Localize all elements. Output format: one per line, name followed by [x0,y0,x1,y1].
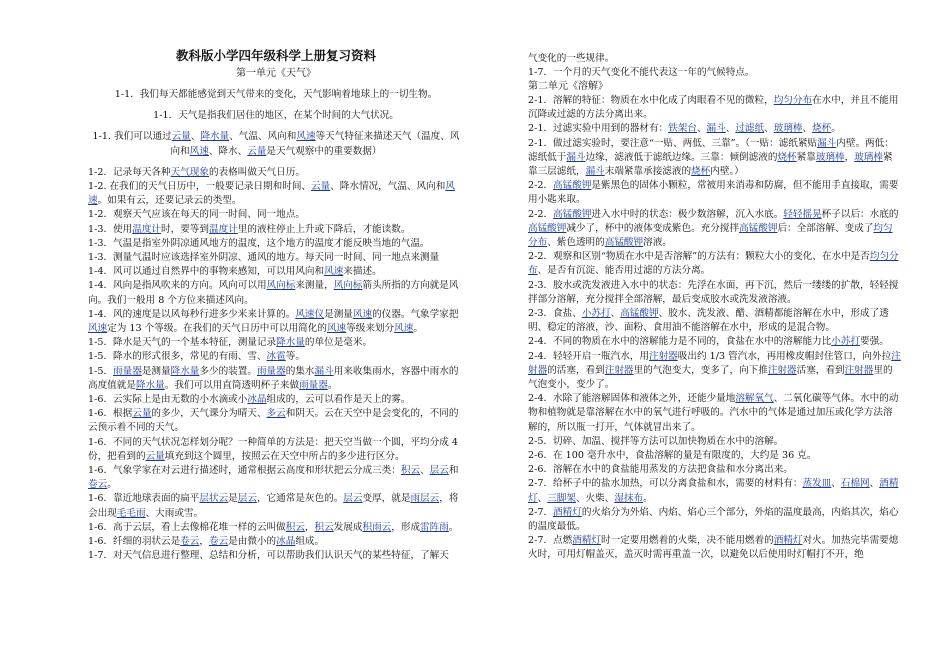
keyword-term[interactable]: 风速 [352,308,373,320]
keyword-term[interactable]: 蒸发皿 [802,478,832,490]
right-item: 2-1．过滤实验中用到的器材有：铁架台、漏斗、过滤纸、玻璃棒、烧杯。 [528,123,841,135]
keyword-term[interactable]: 层云 [343,493,363,505]
right-item: 2-6．溶解在水中的食盐能用蒸发的方法把食盐和水分离出来。 [528,464,793,476]
keyword-term[interactable]: 层云 [237,493,257,505]
left-column [88,48,464,564]
keyword-term[interactable]: 卷云 [180,536,200,548]
keyword-term[interactable]: 雷阵雨 [420,521,449,533]
keyword-term[interactable]: 小苏打 [581,307,611,319]
right-column [528,52,902,563]
keyword-term[interactable]: 过滤纸 [735,123,765,135]
right-item: 2-2．观察和区别“物质在水中是否溶解”的方法有：颗粒大小的变化、在水中是否均匀分布、是否有沉淀、能否用过滤的方法分离。 [528,251,899,277]
right-item: 2-5．切碎、加温、搅拌等方法可以加快物质在水中的溶解。 [528,435,784,447]
right-item: 气变化的一些规律。 [528,53,615,64]
keyword-term[interactable]: 均匀分布 [528,222,893,248]
right-item: 1-7．一个月的天气变化不能代表这一年的气候特点。 [528,67,755,79]
left-item: 1-4．风可以通过自然界中的事物来感知，可以用风向和风速来描述。 [88,266,382,278]
left-item: 1-1．我们每天都能感觉到天气带来的变化，天气影响着地球上的一切生物。 [114,89,438,100]
left-item: 1-2．记录每天各种天气现象的表格叫做天气日历。 [88,166,305,178]
keyword-term[interactable]: 风向标 [266,280,296,292]
left-item: 1-1. 我们可以通过云量、降水量、气温、风向和风速等天气特征来描述天气（温度、风向和风速、降水、云量是天气观察中的重要数据） [92,131,460,157]
left-item: 1-6．靠近地球表面的扁平层状云是层云，它通常是灰色的。层云变厚，就是雨层云，将会出现毛毛雨、大雨或雪。 [88,493,459,519]
keyword-term[interactable]: 风速 [394,323,414,335]
keyword-term[interactable]: 降水量 [200,131,230,143]
keyword-term[interactable]: 石棉网 [840,478,870,490]
keyword-term[interactable]: 风向标 [333,280,363,292]
keyword-term[interactable]: 积云 [400,465,421,477]
keyword-term[interactable]: 层云 [429,465,449,477]
keyword-term[interactable]: 烧杯 [691,165,711,177]
keyword-term[interactable]: 烧杯 [812,123,832,135]
keyword-term[interactable]: 积雨云 [362,521,392,533]
keyword-term[interactable]: 风速仪 [295,308,325,320]
right-item: 2-3．胶水或洗发液进入水中的状态：先浮在水面，再下沉，然后一缕缕的扩散，轻轻搅拌部分溶解，充分搅拌全部溶解，最后变成胶水或洗发液溶液。 [528,279,899,305]
left-item: 1-6．云实际上是由无数的小水滴或小冰晶组成的，云可以看作是天上的雾。 [88,394,411,406]
keyword-term[interactable]: 玻璃棒 [815,151,845,163]
keyword-term[interactable]: 漏斗 [817,137,837,149]
right-item: 2-2．高锰酸钾进入水中时的状态：极少数溶解，沉入水底。轻轻摇晃杯子以后：水底的高锰酸钾减少了，杯中的液体变成紫色。充分搅拌高锰酸钾后：全部溶解、变成了均匀分布、紫色透明的高锰酸钾溶液。 [528,208,899,248]
keyword-term[interactable]: 风速 [189,145,209,157]
keyword-term[interactable]: 风速 [88,181,455,207]
keyword-term[interactable]: 天气现象 [170,166,209,178]
right-item: 2-4．不同的物质在水中的溶解能力是不同的，食盐在水中的溶解能力比小苏打要强。 [528,336,889,348]
keyword-term[interactable]: 漏斗 [314,365,334,377]
keyword-term[interactable]: 高锰酸钾 [620,307,659,319]
left-item: 1-6．根据云量的多少，天气课分为晴天、多云和阴天。云在天空中是会变化的，不同的云预示着不同的天气。 [88,408,459,434]
keyword-term[interactable]: 漏斗 [566,151,586,163]
keyword-term[interactable]: 雨量器 [299,379,328,391]
left-item: 1-5．雨量器是测量降水量多少的装置。雨量器的集水漏斗用来收集雨水，容器中雨水的高度值就是降水量。我们可以用直筒透明杯子来做雨量器。 [88,365,459,391]
keyword-term[interactable]: 温度计 [208,223,238,235]
keyword-term[interactable]: 层状云 [199,493,229,505]
keyword-term[interactable]: 注射器 [648,350,678,362]
keyword-term[interactable]: 积云 [285,521,305,533]
keyword-term[interactable]: 毛毛雨 [116,507,146,519]
right-item: 2-2．高锰酸钾是紫黑色的固体小颗粒，常被用来消毒和防腐，但不能用手直接取，需要用小匙来取。 [528,180,899,206]
left-item: 1-1．天气是指我们居住的地区，在某个时间的大气状况。 [153,110,399,122]
keyword-term[interactable]: 多云 [266,408,286,420]
keyword-term[interactable]: 冰雹 [266,351,286,363]
keyword-term[interactable]: 溶解氧气 [735,393,774,405]
unit-heading-2: 第二单元《溶解》 [528,81,608,93]
left-item: 1-7．对天气信息进行整理、总结和分析，可以帮助我们认识天气的某些特征，了解天 [88,550,449,562]
right-item: 2-7．给杯子中的盐水加热，可以分离食盐和水，需要的材料有：蒸发皿、石棉网、酒精灯、三脚架、火柴、湿抹布。 [528,478,899,504]
keyword-term[interactable]: 酒精灯 [553,506,582,518]
unit-heading-1: 第一单元《天气》 [236,68,316,79]
keyword-term[interactable]: 湿抹布 [614,492,644,504]
left-item: 1-6．高于云层，看上去像棉花堆一样的云叫做积云，积云发展成积雨云，形成雷阵雨。 [88,521,459,533]
keyword-term[interactable]: 高锰酸钾 [553,180,592,192]
keyword-term[interactable]: 注射器 [604,364,634,376]
left-item: 1-2. 在我们的天气日历中，一般要记录日期和时间、云量、降水情况，气温、风向和风速。如果有云，还要记录云的类型。 [88,181,455,207]
keyword-term[interactable]: 冰晶 [247,394,267,406]
keyword-term[interactable]: 风速 [296,131,316,143]
left-item: 1-5．降水是天气的一个基本特征，测量记录降水量的单位是毫米。 [88,337,373,349]
left-item: 1-3．测量气温时应该选择室外阴凉、通风的地方。每天同一时间、同一地点来测量 [88,252,440,264]
keyword-term[interactable]: 云量 [247,145,267,157]
right-item: 2-4．水除了能溶解固体和液体之外，还能少量地溶解氧气、二氧化碳等气体。水中的动物和植物就是靠溶解在水中的氧气进行呼吸的。汽水中的气体是通过加压或化学方法溶解的，所以瓶一打开，气体就冒出来了。 [528,393,899,433]
right-item: 2-1．溶解的特征：物质在水中化成了肉眼看不见的微粒，均匀分布在水中，并且不能用沉降或过滤的方法分离出来。 [528,94,899,121]
right-item: 2-4．轻轻开启一瓶汽水，用注射器吸出约 1/3 管汽水，再用橡皮帽封住管口，向外拉注射器的活塞，看到注射器里的气泡变大，变多了，向下推注射器活塞，看到注射器里的气泡变小，变少了。 [528,350,901,390]
keyword-term[interactable]: 轻轻摇晃 [783,208,822,220]
keyword-term[interactable]: 云量 [145,450,165,462]
keyword-term[interactable]: 注射器 [844,364,874,376]
keyword-term[interactable]: 高锰酸钾 [528,222,567,234]
keyword-term[interactable]: 云量 [311,181,331,193]
keyword-term[interactable]: 降水量 [135,379,165,391]
keyword-term[interactable]: 高锰酸钾 [604,236,644,248]
keyword-term[interactable]: 风速 [326,323,347,335]
left-item: 1-6．纤细的羽状云是卷云，卷云是由微小的冰晶组成。 [88,536,325,548]
left-item: 1-2．观察天气应该在每天的同一时间、同一地点。 [88,209,305,221]
left-item: 1-4．风的速度是以风每秒行进多少米来计算的。风速仪是测量风速的仪器。气象学家把风速定为 13 个等级。在我们的天气日历中可以用简化的风速等级来划分风速。 [88,308,459,335]
keyword-term[interactable]: 均匀分布 [528,251,899,277]
keyword-term[interactable]: 注射器 [528,350,901,376]
keyword-term[interactable]: 酒精灯 [572,535,602,547]
left-item: 1-5．降水的形式很多，常见的有雨、雪、冰雹等。 [88,351,305,363]
keyword-term[interactable]: 雨量器 [256,365,286,377]
keyword-term[interactable]: 温度计 [132,223,162,235]
keyword-term[interactable]: 风速 [324,266,344,278]
keyword-term[interactable]: 小苏打 [831,336,861,348]
keyword-term[interactable]: 雨量器 [113,365,142,377]
left-item: 1-3．气温是指室外阴凉通风地方的温度，这个地方的温度才能反映当地的气温。 [88,237,430,249]
keyword-term[interactable]: 三脚架 [547,492,576,504]
keyword-term[interactable]: 雨层云 [410,493,440,505]
keyword-term[interactable]: 高锰酸钾 [553,208,592,220]
keyword-term[interactable]: 酒精灯 [773,535,803,547]
left-item: 1-4．风向是指风吹来的方向。风向可以用风向标来测量，风向标箭头所指的方向就是风向。我们一般用 8 个方位来描述风向。 [88,280,459,306]
right-item: 2-7．点燃酒精灯时一定要用燃着的火柴，决不能用燃着的酒精灯对火。加热完毕需要熄火时，可用灯帽盖灭，盖灭时需再重盖一次，以避免以后使用时灯帽打不开，绝 [528,535,899,561]
keyword-term[interactable]: 注射器 [767,364,797,376]
right-item: 2-3．食盐、小苏打、高锰酸钾、胶水、洗发液、醋、酒精都能溶解在水中，形成了透明、稳定的溶液，沙、面粉、食用油不能溶解在水中，形成的是混合物。 [528,307,889,334]
keyword-term[interactable]: 高锰酸钾 [739,222,778,234]
keyword-term[interactable]: 云量 [171,131,191,143]
right-item: 2-7．酒精灯的火焰分为外焰、内焰、焰心三个部分，外焰的温度最高，内焰其次，焰心的温度最低。 [528,506,899,532]
keyword-term[interactable]: 漏斗 [706,123,726,135]
keyword-term[interactable]: 风速 [88,323,108,335]
keyword-term[interactable]: 冰晶 [276,536,296,548]
keyword-term[interactable]: 玻璃棒 [773,123,803,135]
keyword-term[interactable]: 卷云 [208,536,229,548]
right-item: 2-1．做过滤实验时，要注意“一贴、两低、三靠”。（一贴：滤纸紧贴漏斗内壁。两低：滤纸低于漏斗边缘，滤液低于滤纸边缘。三靠：倾倒滤液的烧杯紧靠玻璃棒，玻璃棒紧靠三层滤纸，漏斗末端紧靠承接滤液的烧杯内壁。） [528,137,894,177]
keyword-term[interactable]: 玻璃棒 [854,151,883,163]
keyword-term[interactable]: 漏斗 [585,165,605,177]
keyword-term[interactable]: 降水量 [276,337,305,349]
keyword-term[interactable]: 酒精灯 [528,478,899,504]
right-item: 2-6．在 100 毫升水中，食盐溶解的量是有限度的，大约是 36 克。 [528,449,817,461]
left-item: 1-6．气象学家在对云进行描述时，通常根据云高度和形状把云分成三类：积云、层云和卷云。 [88,465,459,491]
document-title: 教科版小学四年级科学上册复习资料 [175,48,376,63]
keyword-term[interactable]: 铁架台 [668,123,697,135]
keyword-term[interactable]: 均匀分布 [773,94,813,106]
keyword-term[interactable]: 积云 [314,521,334,533]
keyword-term[interactable]: 云量 [132,408,152,420]
keyword-term[interactable]: 降水量 [170,365,200,377]
keyword-term[interactable]: 卷云 [88,479,108,491]
keyword-term[interactable]: 烧杯 [777,151,797,163]
left-item: 1-6．不同的天气状况怎样划分呢？一种简单的方法是：把天空当做一个圆，平均分成 4 份，把看到的云量填充到这个圆里，按照云在天空中所占的多少进行区分。 [88,436,458,462]
left-item: 1-3．使用温度计时，要等到温度计里的液柱停止上升或下降后，才能读数。 [88,223,411,235]
